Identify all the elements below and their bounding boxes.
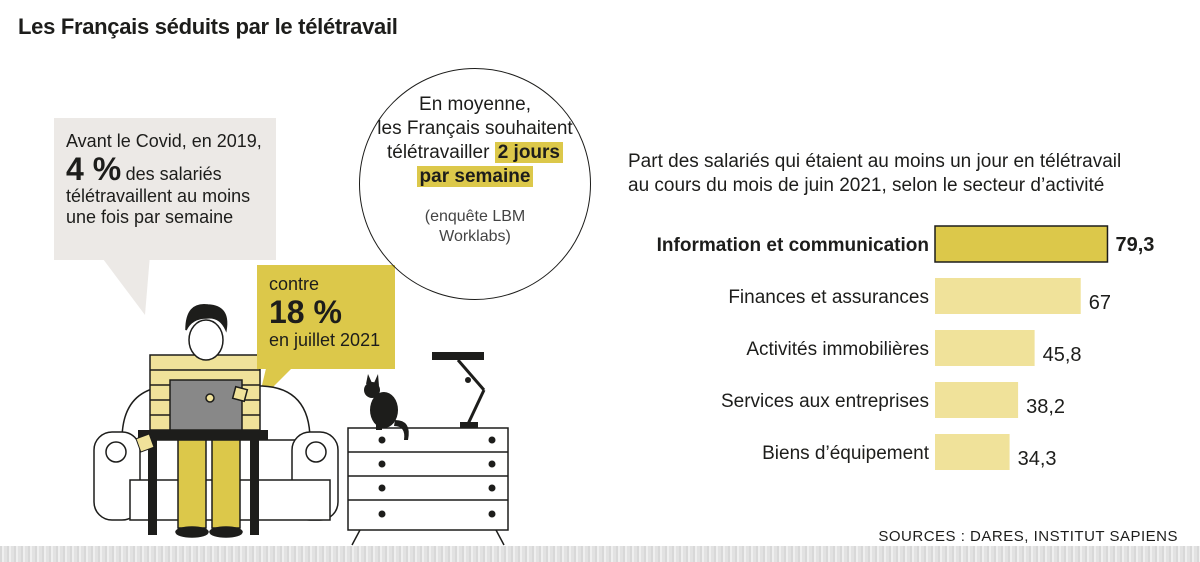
value-label-4: 34,3 [1017,448,1057,470]
sources-note: SOURCES : DARES, INSTITUT SAPIENS [878,528,1178,545]
category-label-1: Finances et assurances [728,287,929,308]
bubble-2021-date: en juillet 2021 [269,330,381,350]
bubble-2019-rest-1: des salariés [125,164,222,184]
circle-highlight-1: 2 jours [495,142,563,163]
category-label-2: Activités immobilières [746,339,929,360]
chart-title-line-1: Part des salariés qui étaient au moins un jour en télétravail [628,151,1122,172]
category-label-0: Information et communication [656,235,929,256]
circle-highlight-2: par semaine [417,166,534,187]
circle-source-2: Worklabs) [439,228,511,245]
ground-texture [0,546,1200,562]
bar-2 [935,330,1035,366]
circle-line-2: les Français souhaitent [377,118,573,139]
bubble-2019-intro: Avant le Covid, en 2019, [66,131,262,151]
category-label-4: Biens d’équipement [762,443,929,464]
value-label-0: 79,3 [1115,234,1155,256]
bubble-2021-figure: 18 % [269,294,342,330]
value-label-1: 67 [1088,292,1111,314]
bubble-2021-intro: contre [269,274,320,294]
circle-line-3: télétravailler [386,142,490,163]
circle-source-1: (enquête LBM [424,208,526,225]
bar-0 [935,226,1107,262]
value-label-3: 38,2 [1026,396,1066,418]
bar-4 [935,434,1010,470]
circle-line-1: En moyenne, [419,94,531,115]
bubble-2019-rest-3: une fois par semaine [66,207,234,227]
bar-3 [935,382,1018,418]
category-label-3: Services aux entreprises [720,391,929,412]
bubble-2019-rest-2: télétravaillent au moins [66,186,251,206]
bar-1 [935,278,1081,314]
value-label-2: 45,8 [1042,344,1082,366]
chart-title-line-2: au cours du mois de juin 2021, selon le secteur d’activité [628,175,1105,196]
bubble-2019-figure: 4 % [66,151,122,187]
page-title: Les Français séduits par le télétravail [18,14,398,39]
